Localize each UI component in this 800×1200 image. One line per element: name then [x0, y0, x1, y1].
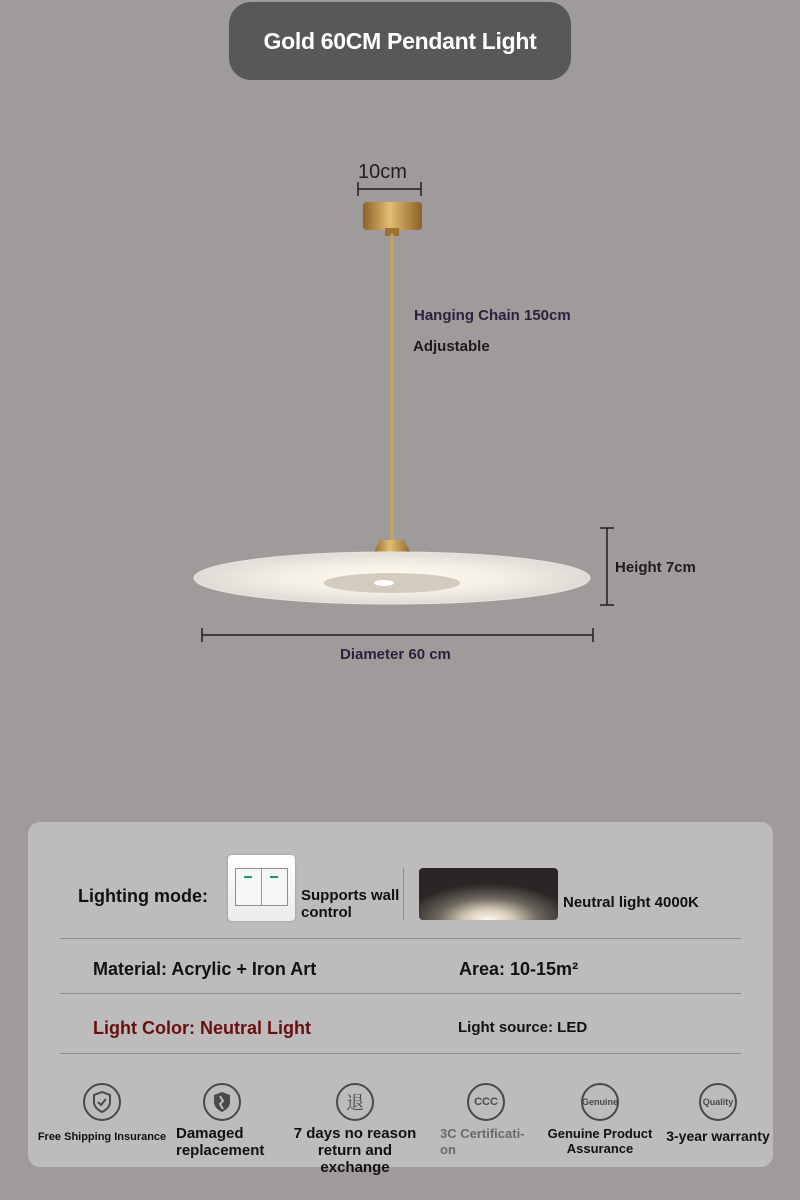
area-spec: Area: 10-15m² — [459, 959, 579, 979]
neutral-light-image — [419, 868, 558, 920]
diameter-dimension-marker — [202, 628, 593, 642]
3c-certification-icon: CCC — [467, 1083, 505, 1121]
wall-switch-image — [228, 855, 295, 921]
light-source-spec: Light source: LED — [458, 1019, 588, 1036]
chain-length-label: Hanging Chain 150cm — [414, 307, 571, 324]
row-divider — [60, 1053, 741, 1054]
page-title: Gold 60CM Pendant Light — [229, 2, 571, 80]
genuine-icon: Genuine — [581, 1083, 619, 1121]
canopy-dimension-marker — [358, 182, 421, 196]
badge-genuine-product: Genuine Genuine Product Assurance — [546, 1083, 654, 1156]
adjustable-label: Adjustable — [413, 338, 490, 355]
lighting-mode-label: Lighting mode: — [78, 886, 208, 906]
diameter-label: Diameter 60 cm — [340, 646, 451, 663]
badge-return-exchange: 退 7 days no reason return and exchange — [282, 1083, 428, 1176]
light-color-spec: Light Color: Neutral Light — [93, 1018, 311, 1038]
neutral-light-label: Neutral light 4000K — [563, 894, 699, 911]
height-label: Height 7cm — [615, 559, 696, 576]
damaged-shield-icon — [203, 1083, 241, 1121]
row-divider — [60, 993, 741, 994]
badge-damaged-replacement: Damaged replacement — [176, 1083, 270, 1159]
row-divider — [60, 938, 741, 939]
badge-warranty: Quality 3-year warranty — [664, 1083, 772, 1145]
ceiling-canopy — [363, 202, 422, 230]
height-dimension-marker — [600, 528, 614, 605]
canopy-width-label: 10cm — [358, 161, 407, 183]
return-icon: 退 — [336, 1083, 374, 1121]
shield-check-icon — [83, 1083, 121, 1121]
wall-control-text: Supports wall control — [301, 887, 400, 921]
badge-free-shipping: Free Shipping Insurance — [36, 1083, 168, 1146]
divider — [403, 868, 404, 920]
badge-3c-certification: CCC 3C Certificati-on — [440, 1083, 534, 1158]
material-spec: Material: Acrylic + Iron Art — [93, 959, 317, 979]
quality-icon: Quality — [699, 1083, 737, 1121]
